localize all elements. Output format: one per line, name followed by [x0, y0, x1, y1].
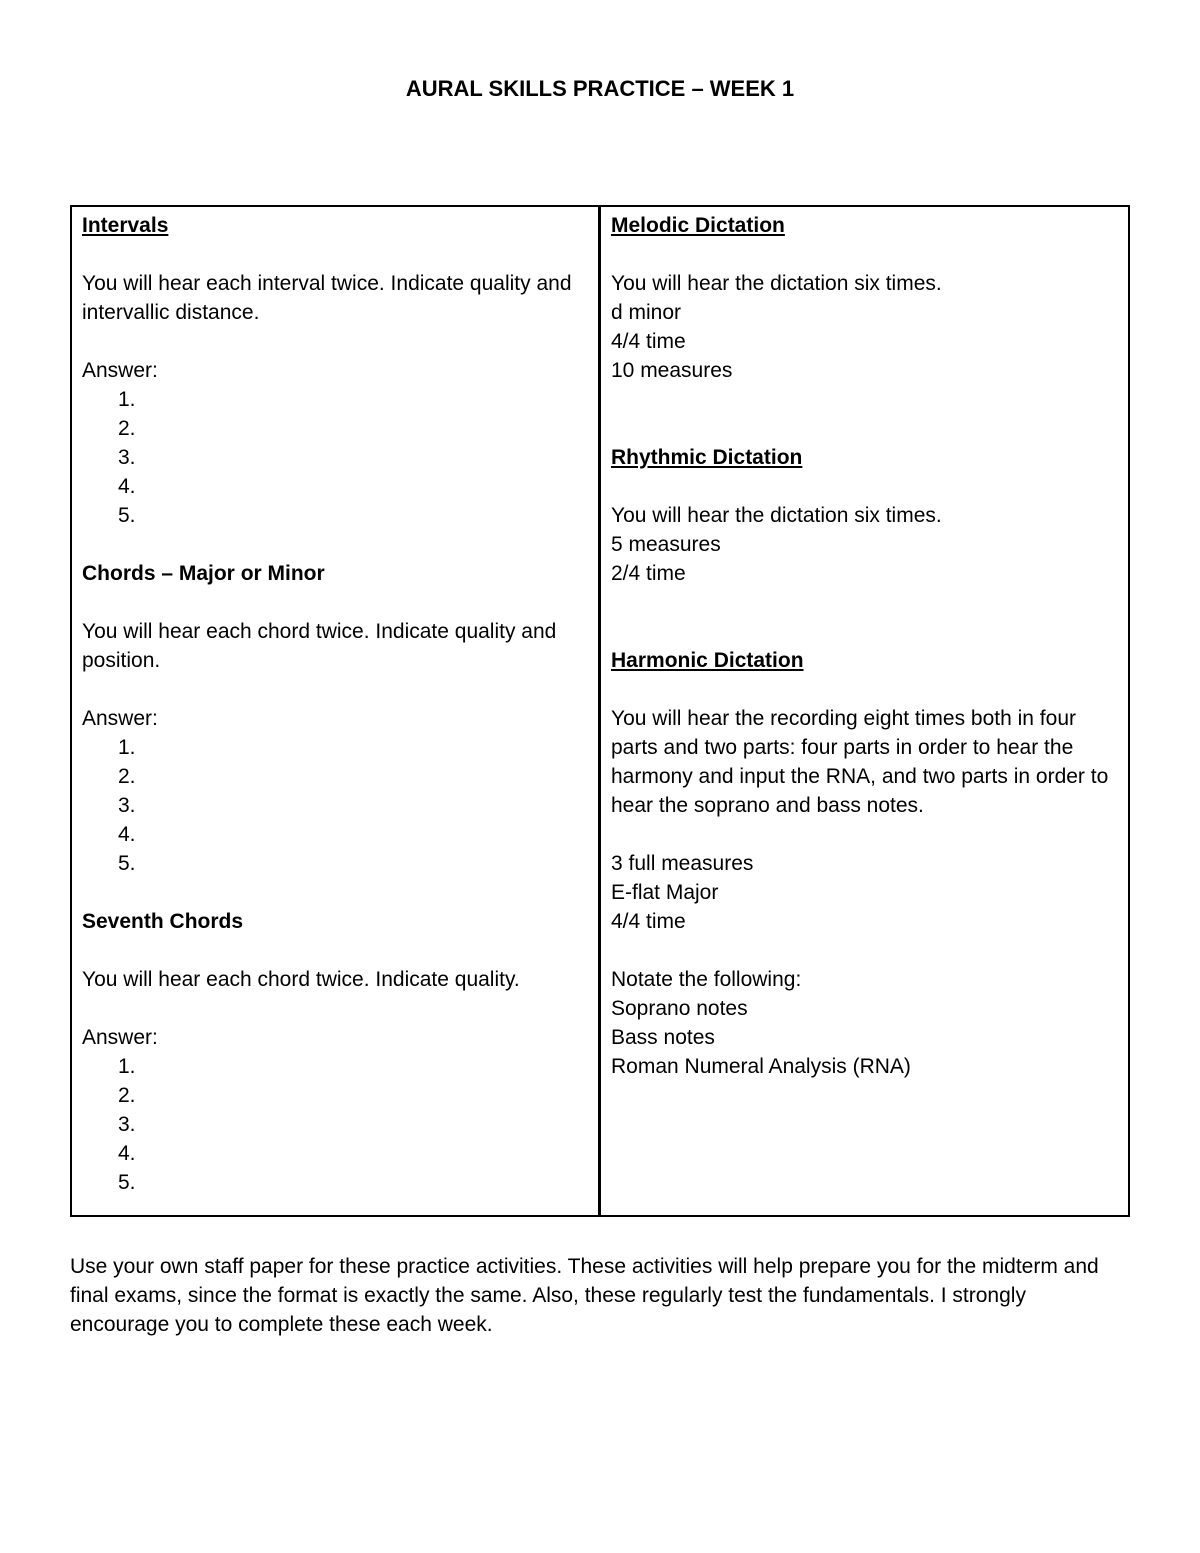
- list-item: 1.: [118, 388, 136, 411]
- intervals-instructions: You will hear each interval twice. Indicate quality and intervallic distance.: [82, 272, 572, 324]
- list-item: 2.: [118, 417, 136, 440]
- seventh-chords-answer-label: Answer:: [82, 1026, 158, 1049]
- melodic-line: d minor: [611, 301, 682, 324]
- rhythmic-line: You will hear the dictation six times.: [611, 504, 942, 527]
- rhythmic-dictation-heading: Rhythmic Dictation: [611, 446, 803, 469]
- right-column: [601, 207, 1128, 1215]
- list-item: 3.: [118, 794, 136, 817]
- harmonic-detail: 4/4 time: [611, 910, 686, 933]
- notate-label: Notate the following:: [611, 968, 802, 991]
- harmonic-detail: E-flat Major: [611, 881, 719, 904]
- harmonic-instructions: You will hear the recording eight times both in four parts and two parts: four parts in order to hear the harmony and input the RNA, and two parts in order to hear the soprano and bass notes.: [611, 707, 1109, 817]
- footer-note: Use your own staff paper for these practice activities. These activities will help prepare you for the midterm and final exams, since the format is exactly the same. Also, these regularly test the fundamentals. I strongly encourage you to complete these each week.: [70, 1255, 1099, 1336]
- rhythmic-line: 2/4 time: [611, 562, 686, 585]
- intervals-heading: Intervals: [82, 214, 169, 237]
- page-title: AURAL SKILLS PRACTICE – WEEK 1: [405, 76, 795, 101]
- rhythmic-line: 5 measures: [611, 533, 721, 556]
- melodic-line: 10 measures: [611, 359, 733, 382]
- notate-item: Bass notes: [611, 1026, 715, 1049]
- list-item: 4.: [118, 1142, 136, 1165]
- list-item: 5.: [118, 504, 136, 527]
- list-item: 4.: [118, 475, 136, 498]
- chords-answer-list: [82, 733, 588, 878]
- practice-table: [70, 205, 1130, 1217]
- list-item: 5.: [118, 1171, 136, 1194]
- list-item: 1.: [118, 736, 136, 759]
- harmonic-dictation-heading: Harmonic Dictation: [611, 649, 804, 672]
- chords-instructions: You will hear each chord twice. Indicate quality and position.: [82, 620, 557, 672]
- seventh-chords-heading: Seventh Chords: [82, 910, 244, 933]
- list-item: 2.: [118, 765, 136, 788]
- chords-answer-label: Answer:: [82, 707, 158, 730]
- seventh-chords-instructions: You will hear each chord twice. Indicate quality.: [82, 968, 520, 991]
- left-column: [72, 207, 601, 1215]
- melodic-line: 4/4 time: [611, 330, 686, 353]
- intervals-answer-label: Answer:: [82, 359, 158, 382]
- list-item: 2.: [118, 1084, 136, 1107]
- melodic-dictation-heading: Melodic Dictation: [611, 214, 785, 237]
- list-item: 3.: [118, 1113, 136, 1136]
- intervals-answer-list: [82, 385, 588, 530]
- list-item: 1.: [118, 1055, 136, 1078]
- seventh-chords-answer-list: [82, 1052, 588, 1197]
- notate-item: Roman Numeral Analysis (RNA): [611, 1055, 911, 1078]
- list-item: 3.: [118, 446, 136, 469]
- list-item: 5.: [118, 852, 136, 875]
- list-item: 4.: [118, 823, 136, 846]
- notate-item: Soprano notes: [611, 997, 748, 1020]
- chords-heading: Chords – Major or Minor: [82, 562, 325, 585]
- melodic-line: You will hear the dictation six times.: [611, 272, 942, 295]
- harmonic-detail: 3 full measures: [611, 852, 754, 875]
